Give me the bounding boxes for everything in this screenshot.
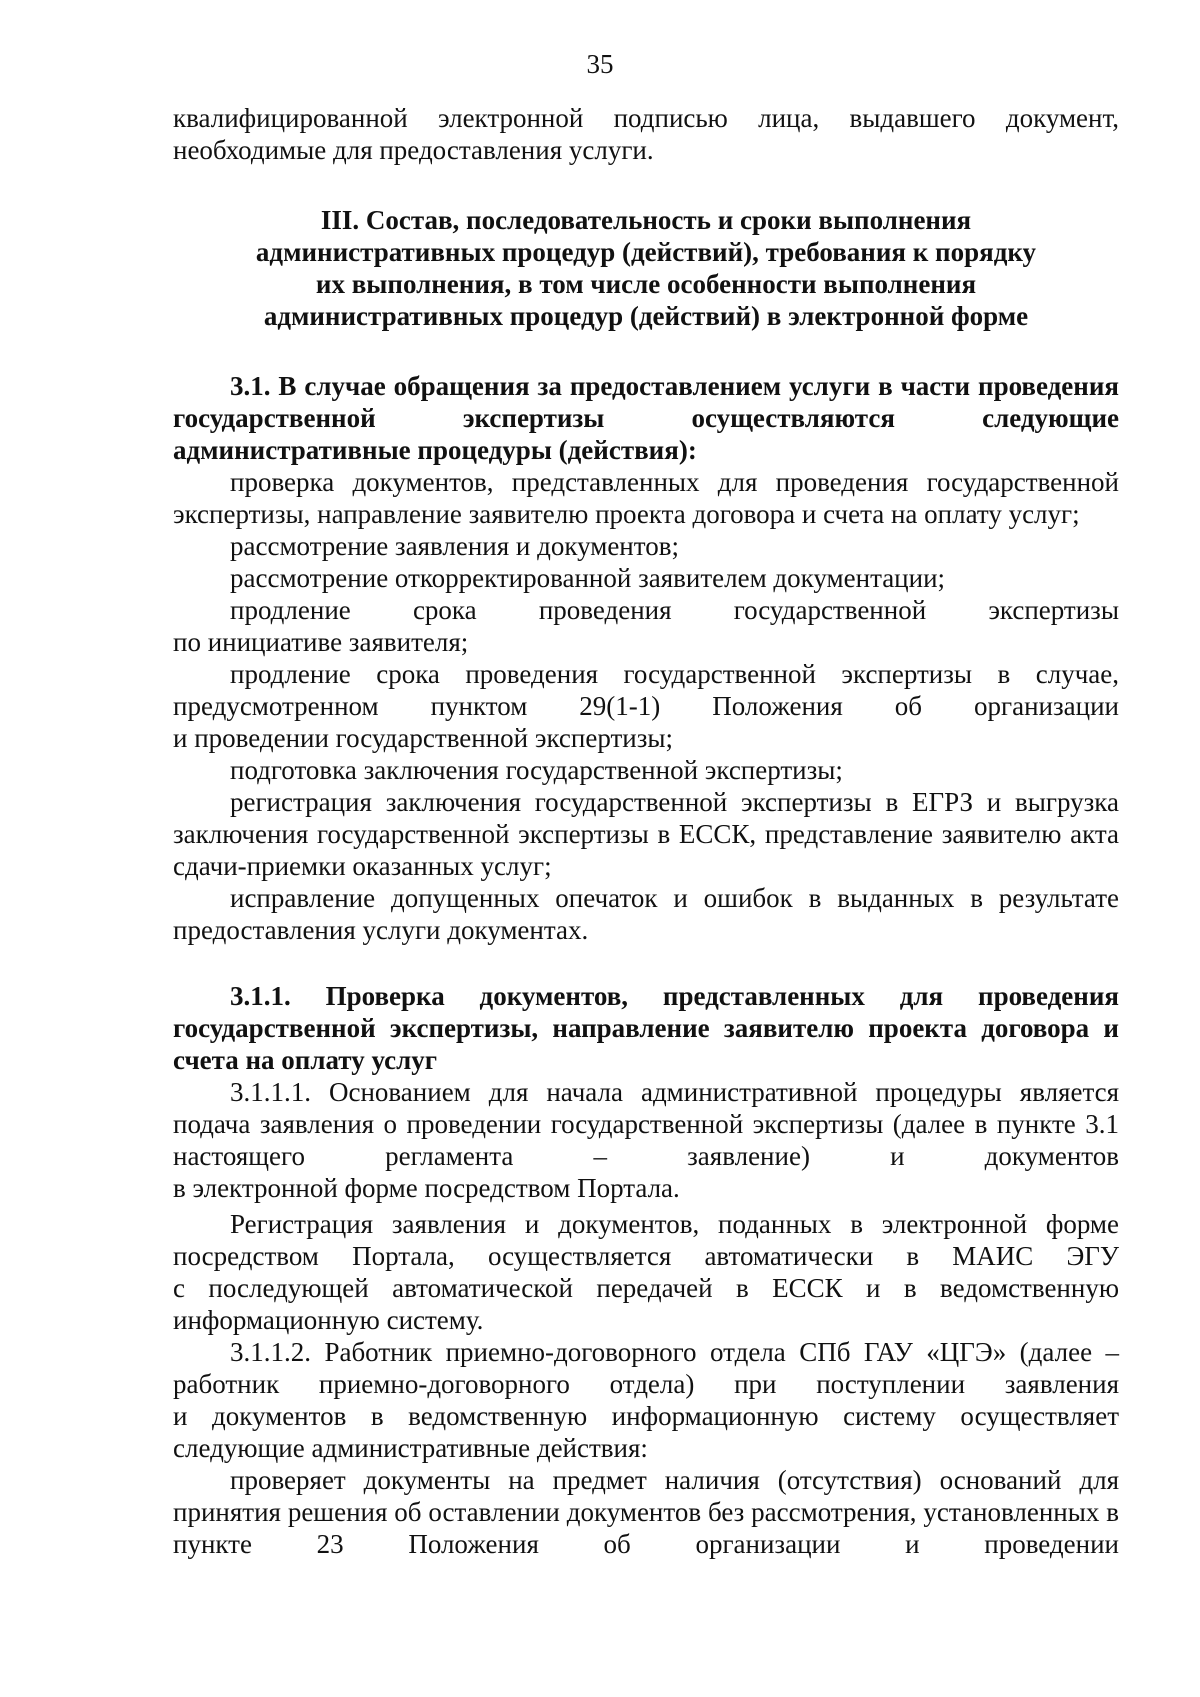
clause-3-1-1-paragraph: в электронной форме посредством Портала. [173, 1173, 680, 1203]
clause-3-1-item: исправление допущенных опечаток и ошибок в выданных в результате предоставления услуги документах. [173, 883, 1119, 945]
document-body [173, 102, 1119, 1560]
clause-3-1-1-paragraph: проверяет документы на предмет наличия (отсутствия) оснований для принятия решения об оставлении документов без рассмотрения, установленных в пункте 23 Положения об организации и проведении [173, 1465, 1119, 1559]
clause-3-1-item: по инициативе заявителя; [173, 627, 469, 657]
clause-3-1-1-paragraph: с последующей автоматической передачей в ЕССК и в ведомственную информационную систему. [173, 1273, 1119, 1335]
clause-3-1-item: рассмотрение заявления и документов; [230, 531, 679, 561]
clause-3-1-1-paragraph: 3.1.1.1. Основанием для начала административной процедуры является подача заявления о проведении государственной экспертизы (далее в пункте 3.1 настоящего регламента – заявление) и документов [173, 1077, 1119, 1171]
section-heading-line: III. Состав, последовательность и сроки выполнения [320, 205, 972, 235]
clause-3-1-1-paragraph: Регистрация заявления и документов, поданных в электронной форме посредством Портала, осуществляется автоматически в МАИС ЭГУ [173, 1209, 1119, 1271]
clause-3-1-item: продление срока проведения государственной экспертизы [230, 595, 1119, 625]
clause-3-1-item: рассмотрение откорректированной заявителем документации; [230, 563, 946, 593]
section-heading-line: их выполнения, в том числе особенности выполнения [315, 269, 977, 299]
clause-3-1-item: подготовка заключения государственной экспертизы; [230, 755, 843, 785]
clause-3-1-1-paragraph: и документов в ведомственную информационную систему осуществляет следующие административные действия: [173, 1401, 1119, 1463]
clause-3-1-item: продление срока проведения государственной экспертизы в случае, предусмотренном пунктом 29(1-1) Положения об организации [173, 659, 1119, 721]
clause-3-1-item: и проведении государственной экспертизы; [173, 723, 674, 753]
section-heading [173, 204, 1119, 332]
clause-3-1-item: проверка документов, представленных для проведения государственной экспертизы, направление заявителю проекта договора и счета на оплату услуг; [173, 467, 1119, 529]
section-heading-line: административных процедур (действий), требования к порядку [255, 237, 1037, 267]
section-heading-line: административных процедур (действий) в электронной форме [263, 301, 1029, 331]
page-number: 35 [586, 49, 614, 79]
clause-3-1-1-title: 3.1.1. Проверка документов, представленных для проведения государственной экспертизы, направление заявителю проекта договора и счета на оплату услуг [173, 981, 1119, 1075]
clause-3-1-title: 3.1. В случае обращения за предоставлением услуги в части проведения государственной экспертизы осуществляются следующие административные процедуры (действия): [173, 371, 1119, 465]
intro-paragraph: квалифицированной электронной подписью лица, выдавшего документ, необходимые для предоставления услуги. [173, 103, 1119, 165]
clause-3-1-1-paragraph: 3.1.1.2. Работник приемно-договорного отдела СПб ГАУ «ЦГЭ» (далее – работник приемно-договорного отдела) при поступлении заявления [173, 1337, 1119, 1399]
clause-3-1-item: регистрация заключения государственной экспертизы в ЕГРЗ и выгрузка заключения государственной экспертизы в ЕССК, представление заявителю акта сдачи-приемки оказанных услуг; [173, 787, 1119, 881]
